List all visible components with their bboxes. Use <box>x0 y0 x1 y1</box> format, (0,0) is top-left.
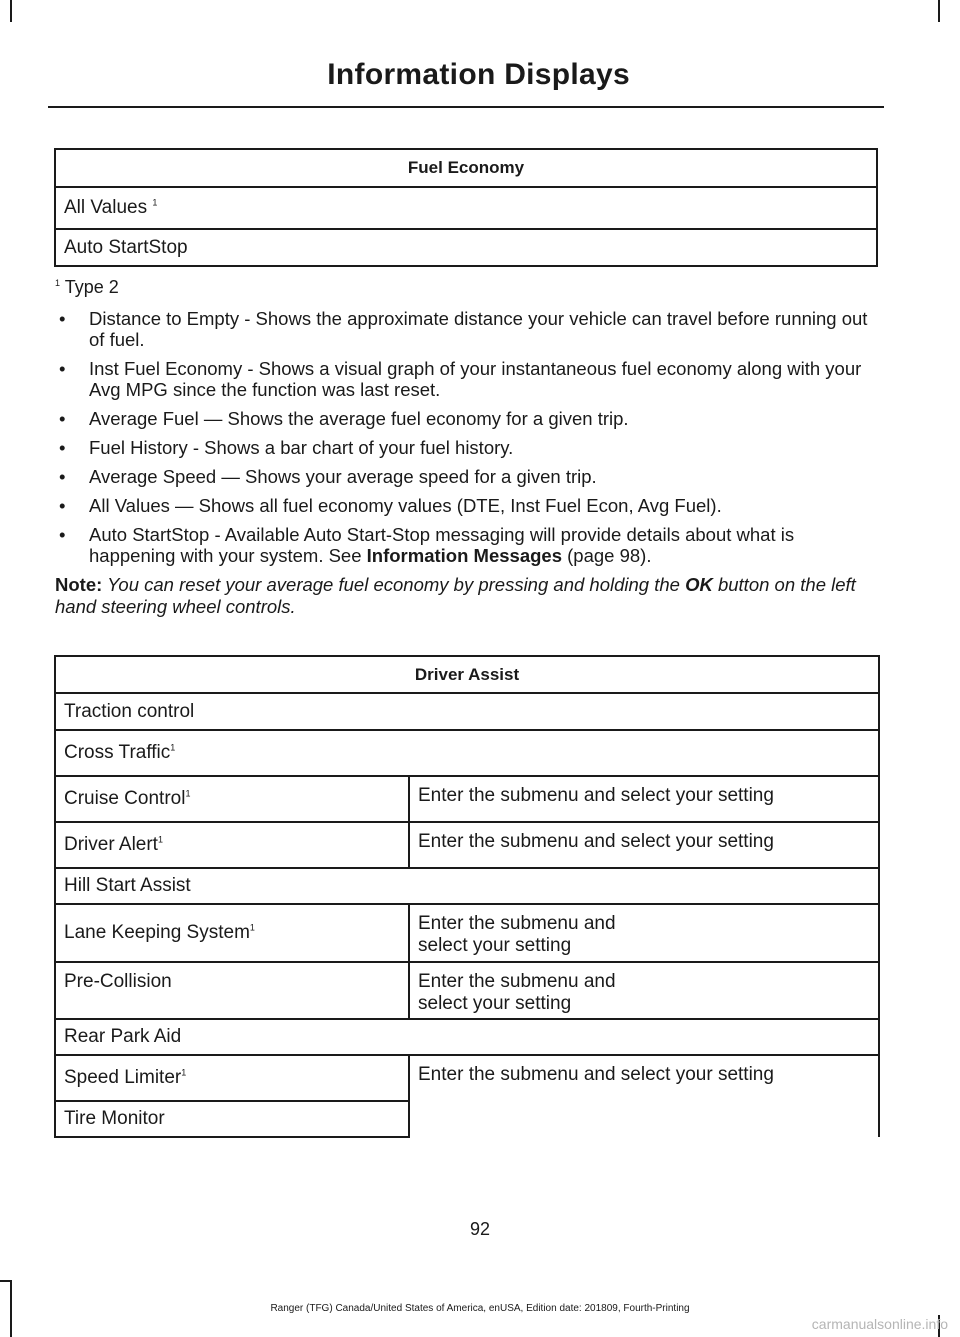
pre-collision-setting <box>409 962 879 1019</box>
bullet-glyph: • <box>59 437 66 458</box>
bullet-glyph: • <box>59 466 66 487</box>
row-label: Speed Limiter <box>64 1067 182 1088</box>
fuel-row-all-values <box>55 187 877 229</box>
note-paragraph <box>55 574 885 618</box>
row-driver-alert <box>55 822 409 868</box>
speed-limiter-setting: Enter the submenu and select your setting <box>409 1055 879 1137</box>
row-label: Driver Alert <box>64 834 158 855</box>
list-item <box>55 495 885 516</box>
list-item-text: All Values — Shows all fuel economy values (DTE, Inst Fuel Econ, Avg Fuel). <box>89 495 722 516</box>
row-cruise-control <box>55 776 409 822</box>
setting-line-1: Enter the submenu and <box>418 913 616 934</box>
fuel-economy-heading: Fuel Economy <box>55 149 877 187</box>
bullet-glyph: • <box>59 495 66 516</box>
row-label: Traction control <box>64 700 195 722</box>
row-hill-start-assist <box>55 868 879 904</box>
footnote-ref: 1 <box>152 197 158 208</box>
list-item-text: Average Speed — Shows your average speed for a given trip. <box>89 466 597 487</box>
row-label: Auto StartStop <box>64 236 188 258</box>
page-number: 92 <box>469 1219 491 1239</box>
row-lane-keeping-system <box>55 904 409 962</box>
row-traction-control <box>55 693 879 730</box>
list-item <box>55 466 885 487</box>
row-rear-park-aid <box>55 1019 879 1055</box>
list-item <box>55 408 885 429</box>
bullet-glyph: • <box>59 358 66 379</box>
header-divider <box>48 106 884 108</box>
list-item-text: Average Fuel — Shows the average fuel economy for a given trip. <box>89 408 629 429</box>
row-label: Pre-Collision <box>64 971 172 992</box>
list-item <box>55 308 885 350</box>
list-item <box>55 524 885 566</box>
bullet-glyph: • <box>59 408 66 429</box>
row-label: Rear Park Aid <box>64 1026 182 1047</box>
footnote-ref: 1 <box>170 742 176 753</box>
row-pre-collision <box>55 962 409 1019</box>
row-label: All Values <box>64 197 148 218</box>
lane-keeping-setting <box>409 904 879 962</box>
page-title: Information Displays <box>327 58 630 91</box>
bullet-glyph: • <box>59 308 66 329</box>
list-item <box>55 437 885 458</box>
bullet-glyph: • <box>59 524 66 545</box>
information-messages-link[interactable]: Information Messages <box>366 545 562 566</box>
row-label: Tire Monitor <box>64 1108 165 1129</box>
driver-assist-table <box>54 655 880 1138</box>
footnote-ref: 1 <box>249 922 255 933</box>
footnote-ref: 1 <box>157 834 163 845</box>
footnote-ref: 1 <box>181 1067 187 1078</box>
setting-line-2: select your setting <box>418 935 572 956</box>
table-footnote <box>55 277 119 298</box>
row-speed-limiter <box>55 1055 409 1101</box>
edition-footer: Ranger (TFG) Canada/United States of America, enUSA, Edition date: 201809, Fourth-Printing <box>270 1303 690 1314</box>
row-label: Cross Traffic <box>64 742 171 763</box>
fuel-economy-table <box>54 148 878 267</box>
row-tire-monitor <box>55 1101 409 1137</box>
row-label: Hill Start Assist <box>64 875 191 896</box>
page-reference: (page 98). <box>561 545 652 566</box>
setting-line-2: select your setting <box>418 993 572 1014</box>
driver-alert-setting: Enter the submenu and select your setting <box>409 822 879 868</box>
footnote-ref: 1 <box>185 788 191 799</box>
setting-line-1: Enter the submenu and <box>418 971 616 992</box>
row-cross-traffic <box>55 730 879 776</box>
list-item-text: Fuel History - Shows a bar chart of your fuel history. <box>89 437 514 458</box>
watermark: carmanualsonline.info <box>811 1316 948 1332</box>
note-text: You can reset your average fuel economy by pressing and holding the <box>102 574 686 595</box>
cruise-control-setting: Enter the submenu and select your setting <box>409 776 879 822</box>
fuel-economy-bullet-list <box>55 308 885 574</box>
row-label: Lane Keeping System <box>64 922 250 943</box>
crop-mark-top-right <box>938 0 940 22</box>
ok-keyword: OK <box>685 574 713 595</box>
note-text-end: button on the left hand steering wheel controls. <box>55 574 856 617</box>
list-item <box>55 358 885 400</box>
list-item-text: Inst Fuel Economy - Shows a visual graph of your instantaneous fuel economy along with your Avg MPG since the function was last reset. <box>89 358 862 400</box>
note-label: Note: <box>55 574 103 595</box>
fuel-row-auto-startstop <box>55 229 877 266</box>
footnote-mark: 1 <box>55 278 61 288</box>
driver-assist-heading: Driver Assist <box>55 656 879 693</box>
list-item-text: Distance to Empty - Shows the approximate distance your vehicle can travel before running out of fuel. <box>89 308 868 350</box>
list-item-text: Auto StartStop - Available Auto Start-Stop messaging will provide details about what is happening with your system. See <box>89 524 795 566</box>
row-label: Cruise Control <box>64 788 186 809</box>
footnote-text: Type 2 <box>64 277 119 297</box>
crop-mark-top-left <box>10 0 12 22</box>
